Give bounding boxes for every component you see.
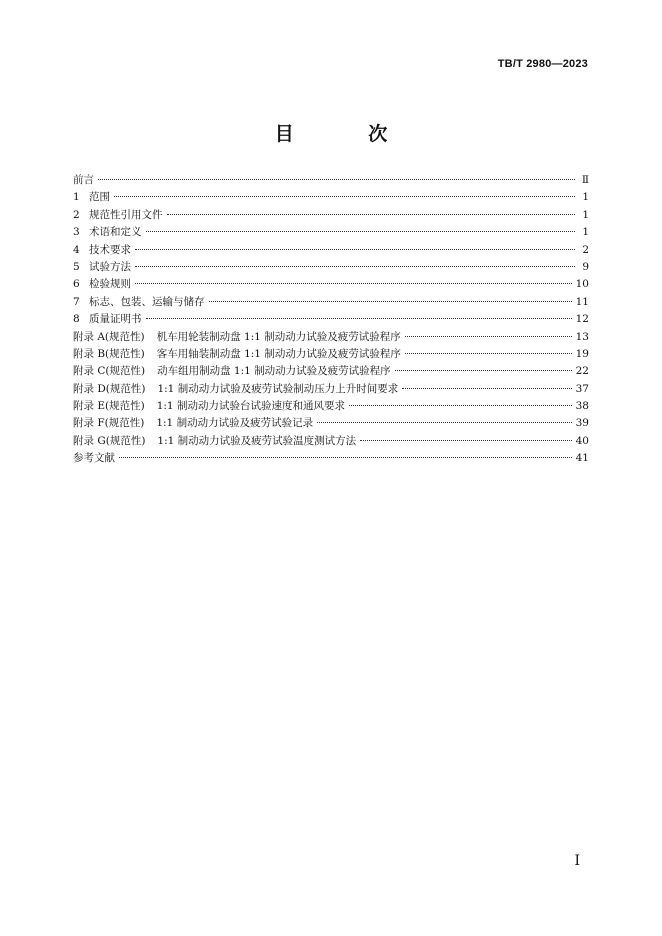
toc-page-number: 13 (575, 330, 589, 343)
toc-dot-leader (360, 440, 571, 441)
toc-entry-title: 术语和定义 (89, 226, 142, 239)
toc-dot-leader (209, 301, 572, 302)
toc-entry-title: 试验方法 (89, 260, 131, 273)
toc-entry-title: 1:1 制动动力试验及疲劳试验记录 (156, 417, 314, 430)
toc-entry-number: 2 (73, 208, 80, 221)
toc-entry-title: 检验规则 (89, 278, 131, 291)
toc-appendix-label: 附录 G(规范性) (73, 434, 146, 447)
toc-entry[interactable] (73, 433, 589, 450)
toc-entry[interactable] (73, 381, 589, 398)
toc-dot-leader (405, 336, 572, 337)
toc-page-number: 1 (582, 191, 589, 204)
toc-appendix-label: 附录 C(规范性) (73, 365, 146, 378)
toc-appendix-label: 附录 A(规范性) (73, 330, 145, 343)
toc-dot-leader (135, 283, 572, 284)
toc-page-number: 11 (575, 295, 589, 308)
page-title: 目 次 (274, 123, 422, 145)
toc-entry-number: 7 (73, 295, 80, 308)
toc-dot-leader (135, 266, 575, 267)
toc-entry-title: 1:1 制动动力试验及疲劳试验温度测试方法 (157, 434, 357, 447)
toc-appendix-label: 附录 B(规范性) (73, 347, 145, 360)
toc-page-number: 12 (575, 313, 589, 326)
page-number: I (574, 853, 580, 869)
toc-entry-title: 技术要求 (89, 243, 131, 256)
toc-page-number: 1 (582, 208, 589, 221)
toc-entry-number: 8 (73, 313, 80, 326)
toc-page-number: 1 (582, 226, 589, 239)
toc-dot-leader (349, 405, 572, 406)
toc-entry-title: 客车用轴装制动盘 1:1 制动动力试验及疲劳试验程序 (156, 347, 401, 360)
toc-dot-leader (167, 214, 576, 215)
toc-entry-number: 5 (73, 260, 80, 273)
toc-dot-leader (395, 370, 572, 371)
toc-dot-leader (146, 318, 572, 319)
toc-entry-title: 前言 (73, 174, 94, 186)
toc-entry-title: 规范性引用文件 (89, 208, 163, 221)
toc-entry-title: 1:1 制动动力试验及疲劳试验制动压力上升时间要求 (157, 382, 399, 395)
toc-page-number: 39 (575, 417, 589, 430)
toc-entry[interactable] (73, 259, 589, 276)
toc-entry-title: 标志、包装、运输与储存 (89, 295, 205, 308)
toc-appendix-label: 附录 F(规范性) (73, 417, 145, 430)
toc-entry-title: 机车用轮装制动盘 1:1 制动动力试验及疲劳试验程序 (156, 330, 401, 343)
toc-entry[interactable] (73, 329, 589, 346)
toc-entry[interactable] (73, 242, 589, 259)
toc-entry-number: 1 (73, 191, 80, 204)
toc-page-number: 38 (575, 400, 589, 413)
toc-entry[interactable] (73, 415, 589, 432)
toc-page-number: 22 (575, 365, 589, 378)
toc-dot-leader (405, 353, 572, 354)
toc-page-number: 37 (575, 382, 589, 395)
document-code: TB/T 2980—2023 (497, 58, 588, 70)
toc-entry-number: 4 (73, 243, 80, 256)
toc-appendix-label: 附录 D(规范性) (73, 382, 146, 395)
toc-entry-number: 3 (73, 226, 80, 239)
toc-dot-leader (317, 422, 572, 423)
toc-entry[interactable] (73, 224, 589, 241)
toc-page-number: 10 (575, 278, 589, 291)
toc-entry-title: 1:1 制动动力试验台试验速度和通风要求 (156, 400, 345, 413)
toc-entry[interactable] (73, 363, 589, 380)
toc-page-number: 9 (582, 260, 589, 273)
toc-page-number: 19 (575, 347, 589, 360)
toc-page-number: 2 (582, 243, 589, 256)
toc-entry[interactable] (73, 346, 589, 363)
toc-entry[interactable] (73, 189, 589, 206)
toc-entry[interactable] (73, 172, 589, 189)
toc-entry-title: 质量证明书 (89, 313, 142, 326)
table-of-contents (73, 172, 589, 468)
toc-entry[interactable] (73, 207, 589, 224)
toc-dot-leader (146, 231, 576, 232)
toc-entry-title: 参考文献 (73, 452, 115, 465)
toc-entry-title: 动车组用制动盘 1:1 制动动力试验及疲劳试验程序 (157, 365, 391, 378)
toc-entry[interactable] (73, 294, 589, 311)
toc-dot-leader (119, 457, 572, 458)
toc-dot-leader (114, 196, 575, 197)
toc-entry[interactable] (73, 398, 589, 415)
toc-entry-number: 6 (73, 278, 80, 291)
toc-entry-title: 范围 (89, 191, 110, 204)
toc-entry[interactable] (73, 276, 589, 293)
toc-page-number: 41 (575, 452, 589, 465)
toc-entry[interactable] (73, 311, 589, 328)
toc-dot-leader (402, 388, 571, 389)
toc-page-number: 40 (575, 434, 589, 447)
toc-appendix-label: 附录 E(规范性) (73, 400, 145, 413)
toc-entry[interactable] (73, 450, 589, 467)
toc-dot-leader (135, 249, 575, 250)
toc-dot-leader (98, 179, 575, 180)
toc-page-number: Ⅱ (581, 174, 589, 186)
